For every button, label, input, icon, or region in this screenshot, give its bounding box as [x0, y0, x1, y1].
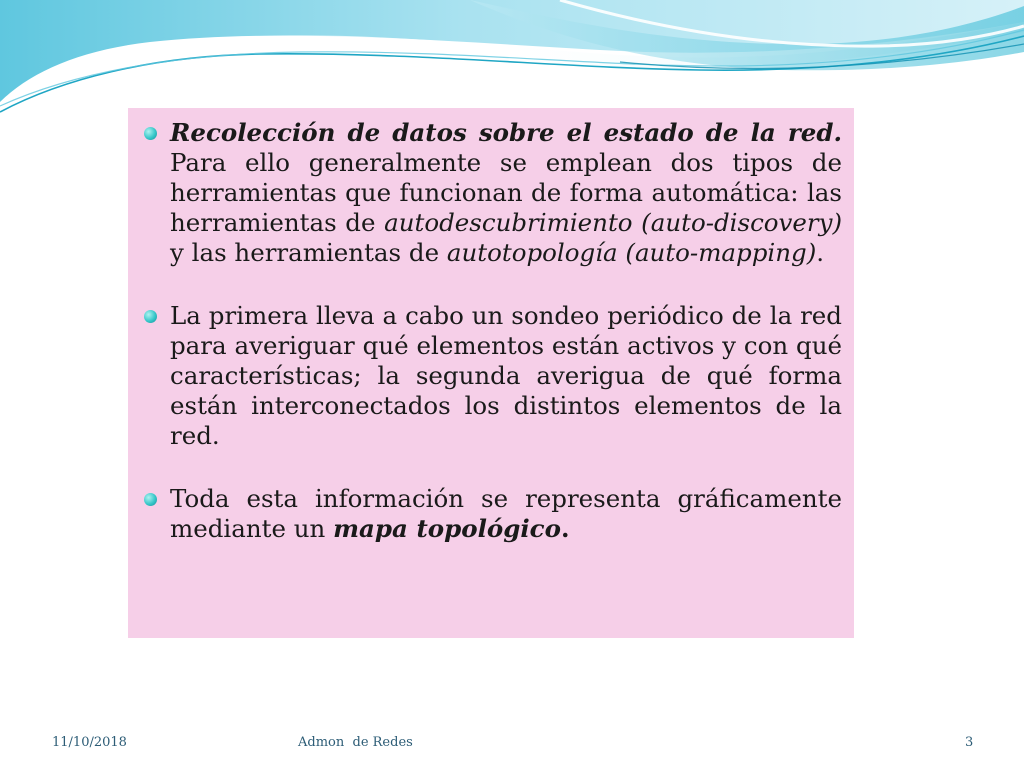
- bullet-list: [140, 118, 842, 544]
- bullet-segment: .: [816, 238, 825, 267]
- footer-date: 11/10/2018: [52, 735, 127, 750]
- bullet-segment: Toda esta información se representa gráficamente mediante un: [170, 484, 842, 543]
- footer-page-number: 3: [965, 735, 974, 750]
- bullet-item-2: [140, 301, 842, 451]
- bullet-segment: y las herramientas de: [170, 238, 447, 267]
- bullet-segment: mapa topológico: [333, 514, 561, 543]
- bullet-segment: Recolección de datos sobre el estado de la red.: [170, 118, 842, 147]
- bullet-segment: Para ello generalmente se emplean dos tipos de herramientas que funcionan de forma automática: las herramientas de: [170, 148, 842, 237]
- bullet-text: [170, 118, 842, 267]
- bullet-segment: autotopología (auto-mapping): [446, 238, 817, 267]
- bullet-segment: .: [560, 514, 570, 543]
- bullet-text: [170, 301, 842, 450]
- bullet-icon: [144, 310, 157, 323]
- bullet-segment: La primera lleva a cabo un sondeo periódico de la red para averiguar qué elementos están activos y con qué características; la segunda averigua de qué forma están interconectados los distintos elementos de la red.: [170, 301, 842, 450]
- content-box: [128, 108, 854, 638]
- bullet-item-3: [140, 484, 842, 544]
- bullet-text: [170, 484, 842, 543]
- bullet-segment: autodescubrimiento (auto-discovery): [384, 208, 842, 237]
- bullet-icon: [144, 127, 157, 140]
- bullet-icon: [144, 493, 157, 506]
- footer-title: Admon de Redes: [298, 735, 413, 750]
- bullet-item-1: [140, 118, 842, 268]
